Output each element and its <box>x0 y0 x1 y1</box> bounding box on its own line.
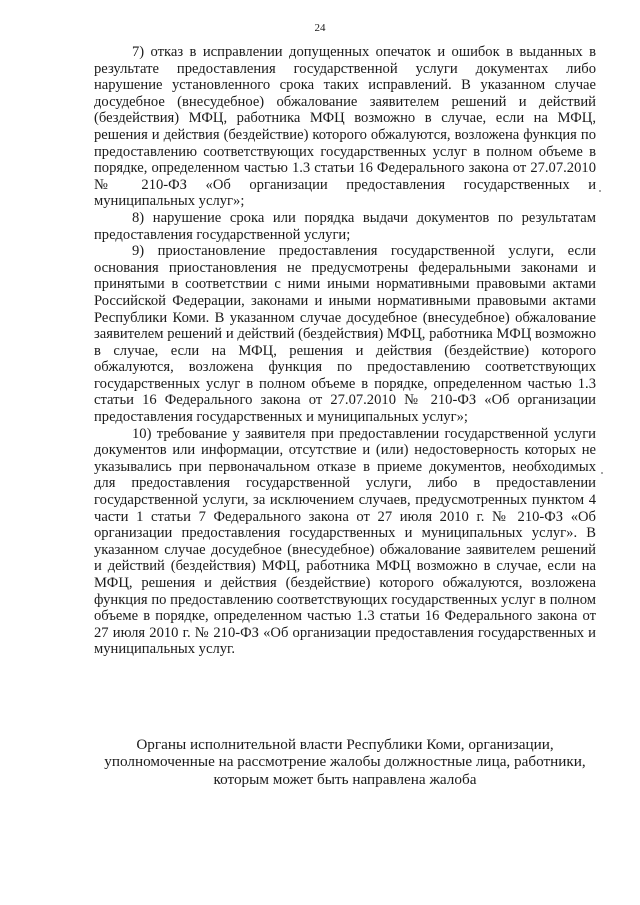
document-body <box>94 44 596 658</box>
scan-speck <box>599 190 601 192</box>
section-heading <box>94 736 596 788</box>
paragraph-item-10: 10) требование у заявителя при предоставлении государственной услуги документов или информации, отсутствие и (или) недостоверность которых не указывались при первоначальном отказе в приеме документов, необходимых для предоставления государственной услуги, либо в предоставлении государственной услуги, за исключением случаев, предусмотренных пунктом 4 части 1 статьи 7 Федерального закона от 27 июля 2010 г. № 210-ФЗ «Об организации предоставления государственных и муниципальных услуг». В указанном случае досудебное (внесудебное) обжалование заявителем решений и действий (бездействия) МФЦ, работника МФЦ возможно в случае, если на МФЦ, решения и действия (бездействие) которого обжалуются, возложена функция по предоставлению соответствующих государственных услуг в полном объеме в порядке, определенном частью 1.3 статьи 16 Федерального закона от 27 июля 2010 г. № 210-ФЗ «Об организации предоставления государственных и муниципальных услуг. <box>94 425 596 658</box>
paragraph-item-8: 8) нарушение срока или порядка выдачи документов по результатам предоставления государственной услуги; <box>94 209 596 243</box>
paragraph-item-9: 9) приостановление предоставления государственной услуги, если основания приостановления не предусмотрены федеральными законами и принятыми в соответствии с ними иными нормативными правовыми актами Российской Федерации, законами и иными нормативными правовыми актами Республики Коми. В указанном случае досудебное (внесудебное) обжалование заявителем решений и действий (бездействия) МФЦ, работника МФЦ возможно в случае, если на МФЦ, решения и действия (бездействие) которого обжалуются, возложена функция по предоставлению соответствующих государственных услуг в полном объеме в порядке, определенном частью 1.3 статьи 16 Федерального закона от 27.07.2010 № 210-ФЗ «Об организации предоставления государственных и муниципальных услуг»; <box>94 243 596 426</box>
scan-speck <box>601 472 603 474</box>
section-heading-line: которым может быть направлена жалоба <box>213 770 477 788</box>
section-heading-line: Органы исполнительной власти Республики Коми, организации, <box>136 736 554 753</box>
section-heading-line: уполномоченные на рассмотрение жалобы должностные лица, работники, <box>104 753 586 771</box>
paragraph-item-7: 7) отказ в исправлении допущенных опечаток и ошибок в выданных в результате предоставления государственной услуги документах либо нарушение установленного срока таких исправлений. В указанном случае досудебное (внесудебное) обжалование заявителем решений и действий (бездействия) МФЦ, работника МФЦ возможно в случае, если на МФЦ, решения и действия (бездействие) которого обжалуются, возложена функция по предоставлению соответствующих государственных услуг в полном объеме в порядке, определенном частью 1.3 статьи 16 Федерального закона от 27.07.2010 № 210-ФЗ «Об организации предоставления государственных и муниципальных услуг»; <box>94 44 596 210</box>
page-number: 24 <box>314 22 326 34</box>
